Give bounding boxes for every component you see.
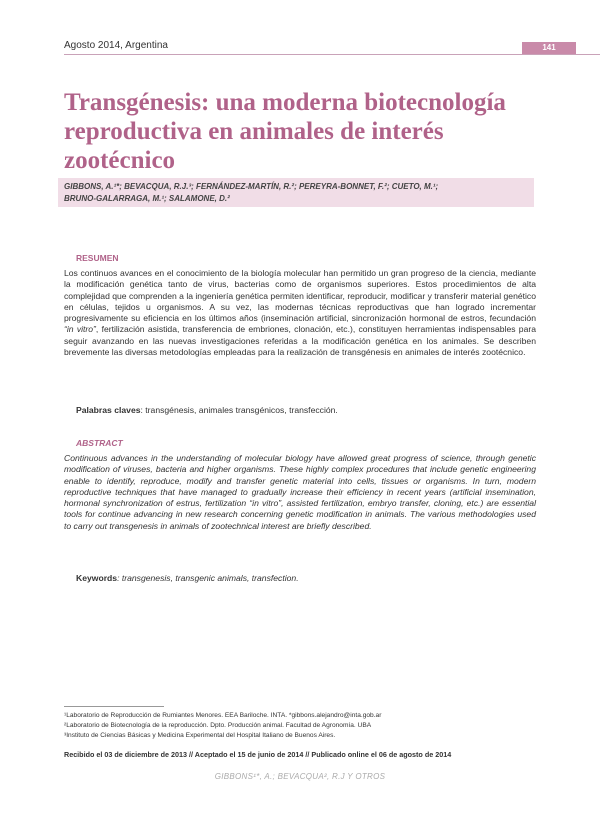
resumen-text-part2: , fertilización asistida, transferencia de embriones, clonación, etc.), constituyen herramientas indispensables para seguir avanzando en las nuevas investigaciones referidas a la modificación genética en los animales. Se describen brevemente las diversas metodologías empleadas para la realización de transgénesis en animales de interés zootécnico. bbox=[64, 324, 536, 358]
page-number-badge: 141 bbox=[522, 42, 576, 54]
keywords-label: Keywords bbox=[76, 573, 118, 583]
running-footer: GIBBONS¹*, A.; BEVACQUA², R.J Y OTROS bbox=[214, 772, 386, 781]
authors-line-1: GIBBONS, A.¹*; BEVACQUA, R.J.³; FERNÁNDEZ-MARTÍN, R.²; PEREYRA-BONNET, F.²; CUETO, M.¹; bbox=[64, 182, 439, 191]
footnotes bbox=[64, 711, 524, 741]
abstract-text: Continuous advances in the understanding of molecular biology have allowed great progress of science, through genetic modification of viruses, bacteria and higher organisms. These highly complex procedures that include genetic engineering enable to identify, reproduce, modify and transfer genetic material into cells, tissues or organisms. In turn, modern reproductive techniques that have managed to gradually increase their efficiency in recent years (artificial insemination, hormonal synchronization of estrus, fertilization “in vitro”, assisted fertilization, embryo transfer, cloning, etc.) are essential tools for continue advancing in new research concerning genetic modification in animals. The various methodologies used to carry out transgenesis in animals of zootechnical interest are briefly described. bbox=[64, 453, 536, 531]
resumen-text-italic: “in vitro” bbox=[64, 324, 96, 335]
received-dates: Recibido el 03 de diciembre de 2013 // Aceptado el 15 de junio de 2014 // Publicado online el 06 de agosto de 2014 bbox=[64, 750, 452, 759]
resumen-text bbox=[64, 268, 536, 358]
header-divider bbox=[64, 54, 600, 55]
authors-line-2: BRUNO-GALARRAGA, M.¹; SALAMONE, D.² bbox=[64, 194, 230, 203]
palabras-claves-label: Palabras claves bbox=[76, 405, 141, 415]
keywords-values: : transgenesis, transgenic animals, transfection. bbox=[117, 573, 299, 583]
article-title: Transgénesis: una moderna biotecnología reproductiva en animales de interés zootécnico bbox=[64, 89, 506, 174]
footnote-2: ²Laboratorio de Biotecnología de la reproducción. Dpto. Producción animal. Facultad de Agronomía. UBA bbox=[64, 722, 372, 729]
footnote-divider bbox=[64, 706, 164, 707]
resumen-text-part1: Los continuos avances en el conocimiento de la biología molecular han permitido un gran progreso de la ciencia, mediante la modificación genética tanto de virus, bacterias como de organismos superiores. Estos procedimientos de alta complejidad que comprenden a la ingeniería genética permiten identificar, reproducir, modificar y transferir material genético en células, tejidos u organismos. A su vez, las modernas técnicas reproductivas que han logrado incrementar progresivamente su eficiencia en los últimos años (inseminación artificial, sincronización hormonal de estros, fecundación bbox=[64, 268, 536, 324]
palabras-claves-values: : transgénesis, animales transgénicos, transfección. bbox=[140, 405, 338, 415]
authors-box bbox=[58, 178, 534, 207]
keywords bbox=[76, 573, 299, 583]
journal-issue-date: Agosto 2014, Argentina bbox=[64, 40, 168, 51]
footnote-3: ³Instituto de Ciencias Básicas y Medicina Experimental del Hospital Italiano de Buenos Aires. bbox=[64, 732, 336, 739]
abstract-heading: ABSTRACT bbox=[76, 438, 123, 448]
palabras-claves bbox=[76, 405, 338, 415]
resumen-heading: RESUMEN bbox=[76, 253, 119, 263]
footnote-1: ¹Laboratorio de Reproducción de Rumiantes Menores. EEA Bariloche. INTA. *gibbons.alejandro@inta.gob.ar bbox=[64, 712, 382, 719]
